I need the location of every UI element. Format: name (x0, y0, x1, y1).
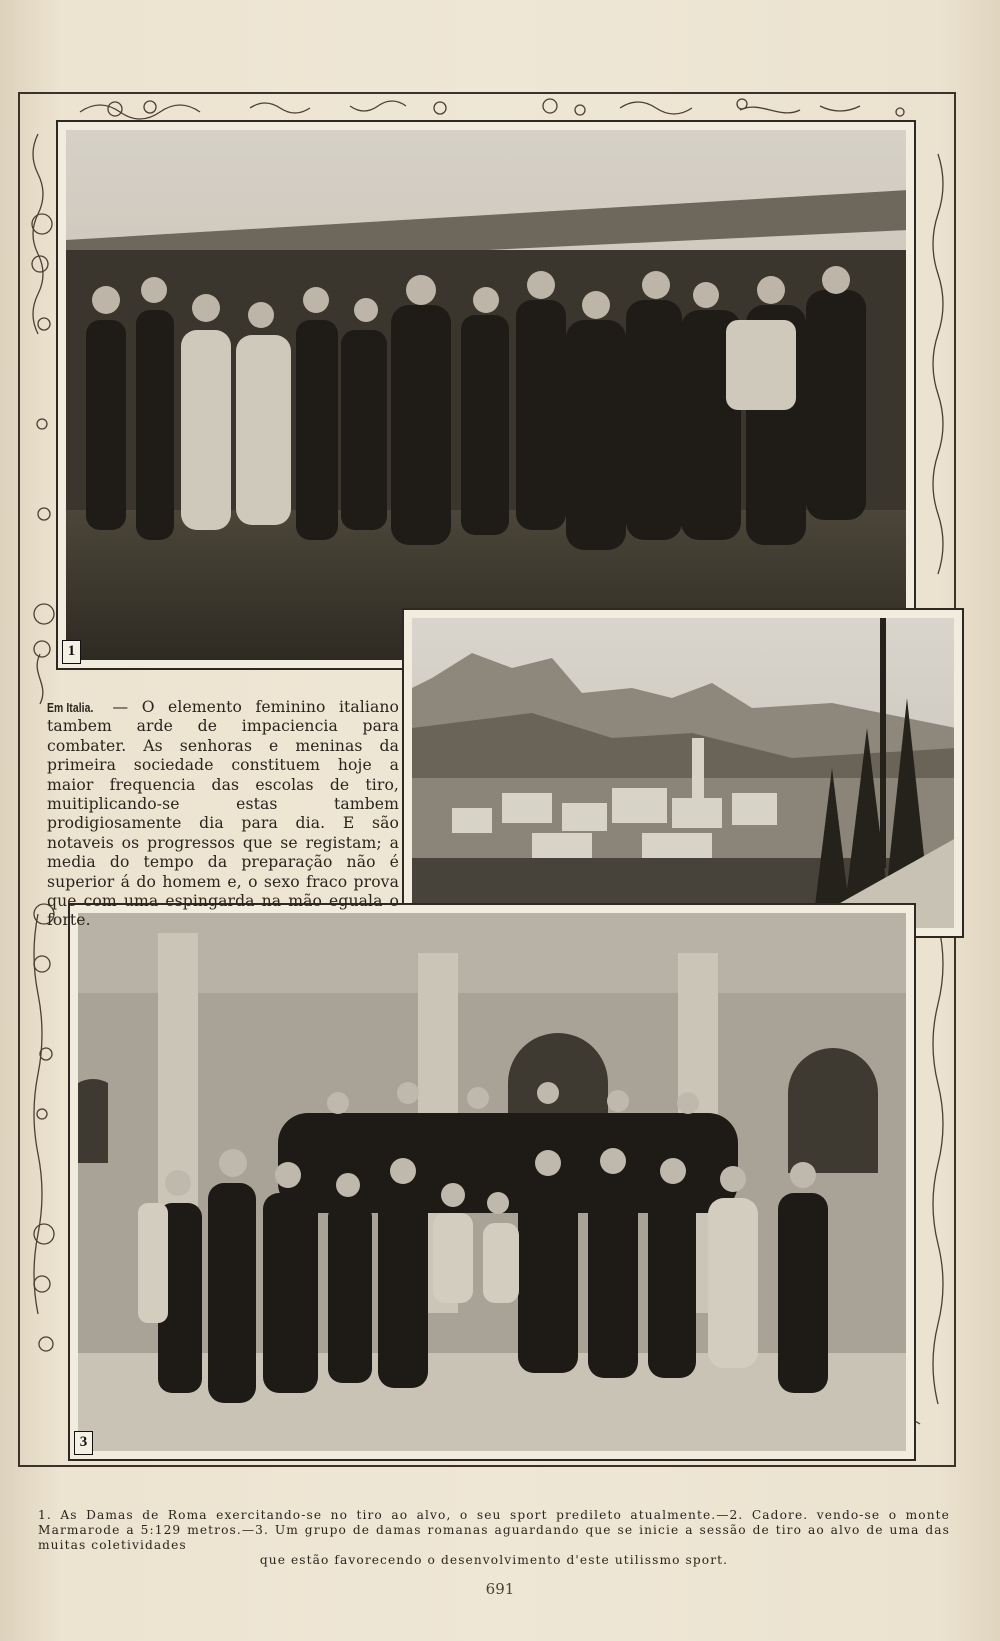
article-body: — O elemento feminino italiano tambem arde de impaciencia para combater. As senhoras e meninas da primeira sociedade constituem hoje a maior frequencia das escolas de tiro, muitiplicando-se estas tambem prodigiosamente dia para dia. E são notaveis os progressos que se registam; a media do tempo da preparação não é superior á do homem e, o sexo fraco prova que com uma espingarda na mão eguala o forte. (47, 698, 399, 930)
page-number: 691 (485, 1580, 515, 1598)
photo-3-image (78, 913, 906, 1451)
photo-1-image (66, 130, 906, 660)
photo-cadore-landscape (402, 608, 964, 938)
photo-roman-ladies-group (68, 903, 916, 1461)
photo-2-image (412, 618, 954, 928)
photo-captions (38, 1508, 950, 1568)
photo-number-1: 1 (62, 640, 81, 664)
article-paragraph (47, 698, 399, 931)
photo-caption-last: que estão favorecendo o desenvolvimento d'este utilissmo sport. (259, 1553, 729, 1567)
article-lead: Em Italia. (47, 700, 94, 715)
photo-caption-main: 1. As Damas de Roma exercitando-se no tiro ao alvo, o seu sport predileto atualmente.—2. Cadore. vendo-se o monte Marmarode a 5:129 metros.—3. Um grupo de damas romanas aguardando que se inicie a sessão de tiro ao alvo de uma das muitas coletividades (38, 1508, 950, 1552)
photo-number-3: 3 (74, 1431, 93, 1455)
photo-roman-ladies-shooting (56, 120, 916, 670)
